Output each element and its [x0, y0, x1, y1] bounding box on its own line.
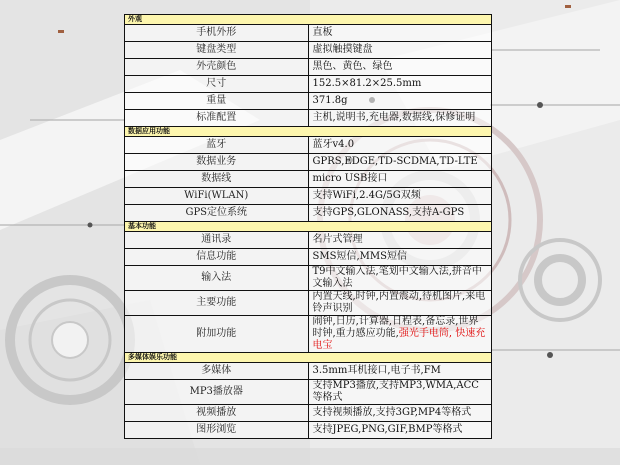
spec-label: 蓝牙 [125, 137, 309, 154]
table-row [125, 249, 492, 266]
spec-value: 支持视频播放,支持3GP,MP4等格式 [308, 405, 492, 422]
spec-value: 黑色、黄色、绿色 [308, 59, 492, 76]
table-row [125, 188, 492, 205]
spec-value: 支持GPS,GLONASS,支持A-GPS [308, 205, 492, 222]
spec-value: 主机,说明书,充电器,数据线,保修证明 [308, 110, 492, 127]
table-row [125, 171, 492, 188]
spec-label: 数据业务 [125, 154, 309, 171]
spec-label: MP3播放器 [125, 380, 309, 405]
spec-label: 键盘类型 [125, 42, 309, 59]
section-title: 外观 [125, 15, 492, 25]
spec-value: 支持WiFi,2.4G/5G双频 [308, 188, 492, 205]
spec-value-text: 闹钟,日历,计算器,日程表,备忘录,世界时钟,重力感应功能, [312, 316, 479, 339]
table-row [125, 266, 492, 291]
spec-value: T9中文输入法,笔划中文输入法,拼音中文输入法 [308, 266, 492, 291]
spec-value: 蓝牙v4.0 [308, 137, 492, 154]
spec-value: 371.8g [308, 93, 492, 110]
section-title: 多媒体娱乐功能 [125, 353, 492, 363]
spec-label: 输入法 [125, 266, 309, 291]
table-row [125, 93, 492, 110]
spec-label: 主要功能 [125, 291, 309, 316]
section-header-appearance [125, 15, 492, 25]
spec-label: 图形浏览 [125, 422, 309, 439]
spec-label: WiFi(WLAN) [125, 188, 309, 205]
table-row [125, 380, 492, 405]
spec-label: 尺寸 [125, 76, 309, 93]
spec-value: GPRS,EDGE,TD-SCDMA,TD-LTE [308, 154, 492, 171]
spec-value: 名片式管理 [308, 232, 492, 249]
spec-label: 多媒体 [125, 363, 309, 380]
spec-value: 直板 [308, 25, 492, 42]
spec-label: 信息功能 [125, 249, 309, 266]
table-row [125, 110, 492, 127]
table-row [125, 422, 492, 439]
spec-value: SMS短信,MMS短信 [308, 249, 492, 266]
section-header-multimedia [125, 353, 492, 363]
table-row [125, 405, 492, 422]
spec-label: 通讯录 [125, 232, 309, 249]
spec-value: 152.5×81.2×25.5mm [308, 76, 492, 93]
spec-value-highlight: 强光手电筒, 快速充电宝 [312, 328, 486, 351]
spec-value: micro USB接口 [308, 171, 492, 188]
spec-value [308, 316, 492, 353]
spec-label: 重量 [125, 93, 309, 110]
table-row [125, 232, 492, 249]
spec-value: 支持MP3播放,支持MP3,WMA,ACC等格式 [308, 380, 492, 405]
table-row [125, 137, 492, 154]
spec-label: 标准配置 [125, 110, 309, 127]
spec-label: 外壳颜色 [125, 59, 309, 76]
table-row [125, 363, 492, 380]
table-row [125, 316, 492, 353]
spec-label: 视频播放 [125, 405, 309, 422]
spec-value: 3.5mm耳机接口,电子书,FM [308, 363, 492, 380]
spec-table [124, 14, 492, 439]
table-row [125, 205, 492, 222]
section-header-data [125, 127, 492, 137]
table-row [125, 25, 492, 42]
spec-label: 数据线 [125, 171, 309, 188]
table-row [125, 42, 492, 59]
table-row [125, 291, 492, 316]
table-row [125, 76, 492, 93]
section-title: 基本功能 [125, 222, 492, 232]
table-row [125, 154, 492, 171]
spec-value: 支持JPEG,PNG,GIF,BMP等格式 [308, 422, 492, 439]
section-title: 数据应用功能 [125, 127, 492, 137]
spec-label: GPS定位系统 [125, 205, 309, 222]
spec-label: 手机外形 [125, 25, 309, 42]
table-row [125, 59, 492, 76]
section-header-basic [125, 222, 492, 232]
spec-label: 附加功能 [125, 316, 309, 353]
spec-value: 虚拟触摸键盘 [308, 42, 492, 59]
spec-value: 内置天线,时钟,内置震动,待机图片,来电铃声识别 [308, 291, 492, 316]
